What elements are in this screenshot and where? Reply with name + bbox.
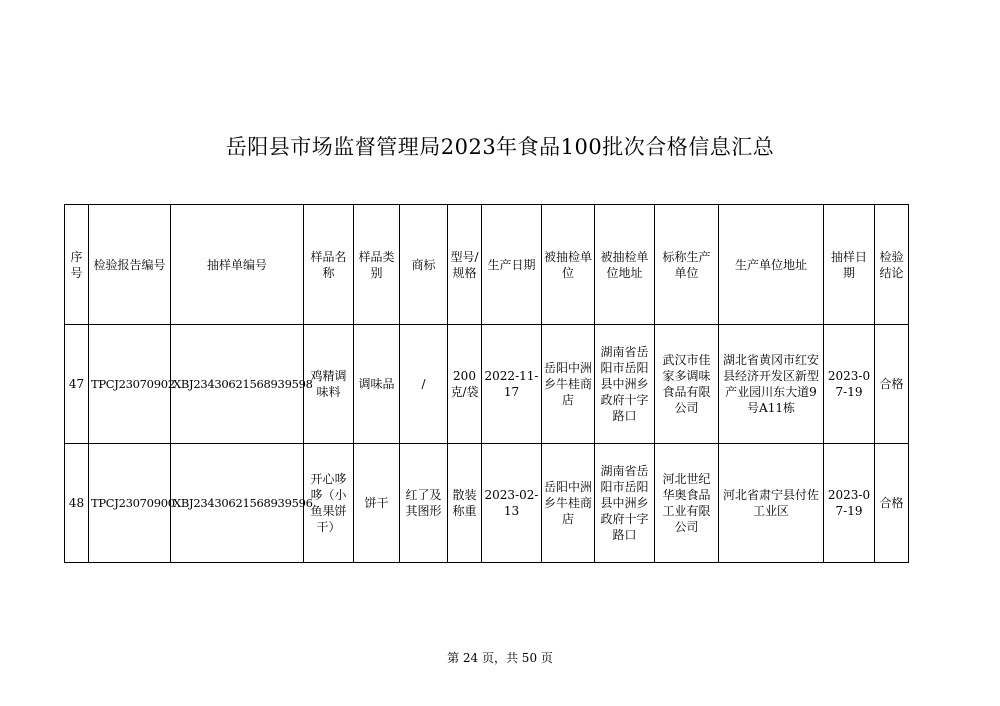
header-seq: 序号	[65, 205, 89, 325]
cell-sampled-unit-address: 湖南省岳阳市岳阳县中洲乡政府十字路口	[595, 444, 655, 563]
header-sample-no: 抽样单编号	[171, 205, 304, 325]
cell-production-date: 2023-02-13	[482, 444, 542, 563]
header-sampled-unit-address: 被抽检单位地址	[595, 205, 655, 325]
header-brand: 商标	[400, 205, 448, 325]
cell-conclusion: 合格	[875, 444, 909, 563]
header-report-no: 检验报告编号	[89, 205, 171, 325]
cell-brand: /	[400, 325, 448, 444]
header-manufacturer-address: 生产单位地址	[719, 205, 824, 325]
cell-sampled-unit: 岳阳中洲乡牛桂商店	[542, 325, 595, 444]
cell-manufacturer-address: 河北省肃宁县付佐工业区	[719, 444, 824, 563]
header-spec: 型号/规格	[448, 205, 482, 325]
cell-report-no: TPCJ23070902	[89, 325, 171, 444]
table-row	[65, 325, 909, 444]
cell-brand: 红了及其图形	[400, 444, 448, 563]
cell-manufacturer: 河北世纪华奥食品工业有限公司	[655, 444, 719, 563]
header-manufacturer: 标称生产单位	[655, 205, 719, 325]
table-row	[65, 444, 909, 563]
cell-seq: 48	[65, 444, 89, 563]
header-sample-name: 样品名称	[304, 205, 354, 325]
header-sampled-unit: 被抽检单位	[542, 205, 595, 325]
cell-spec: 散装称重	[448, 444, 482, 563]
cell-sample-name: 鸡精调味料	[304, 325, 354, 444]
header-row	[65, 205, 909, 325]
cell-sample-name: 开心哆哆（小鱼果饼干）	[304, 444, 354, 563]
cell-manufacturer-address: 湖北省黄冈市红安县经济开发区新型产业园川东大道9号A11栋	[719, 325, 824, 444]
cell-report-no: TPCJ23070900	[89, 444, 171, 563]
cell-sampled-unit: 岳阳中洲乡牛桂商店	[542, 444, 595, 563]
cell-sample-category: 饼干	[354, 444, 400, 563]
cell-sample-no: XBJ23430621568939596	[171, 444, 304, 563]
cell-sample-category: 调味品	[354, 325, 400, 444]
header-production-date: 生产日期	[482, 205, 542, 325]
header-sample-category: 样品类别	[354, 205, 400, 325]
cell-seq: 47	[65, 325, 89, 444]
inspection-table	[64, 204, 909, 563]
document-title: 岳阳县市场监督管理局2023年食品100批次合格信息汇总	[225, 135, 775, 159]
cell-conclusion: 合格	[875, 325, 909, 444]
cell-production-date: 2022-11-17	[482, 325, 542, 444]
header-conclusion: 检验结论	[875, 205, 909, 325]
cell-manufacturer: 武汉市佳家多调味食品有限公司	[655, 325, 719, 444]
header-sampling-date: 抽样日期	[824, 205, 875, 325]
cell-sampling-date: 2023-07-19	[824, 325, 875, 444]
cell-spec: 200克/袋	[448, 325, 482, 444]
cell-sampled-unit-address: 湖南省岳阳市岳阳县中洲乡政府十字路口	[595, 325, 655, 444]
cell-sampling-date: 2023-07-19	[824, 444, 875, 563]
cell-sample-no: XBJ23430621568939598	[171, 325, 304, 444]
page-footer: 第 24 页，共 50 页	[447, 651, 553, 665]
